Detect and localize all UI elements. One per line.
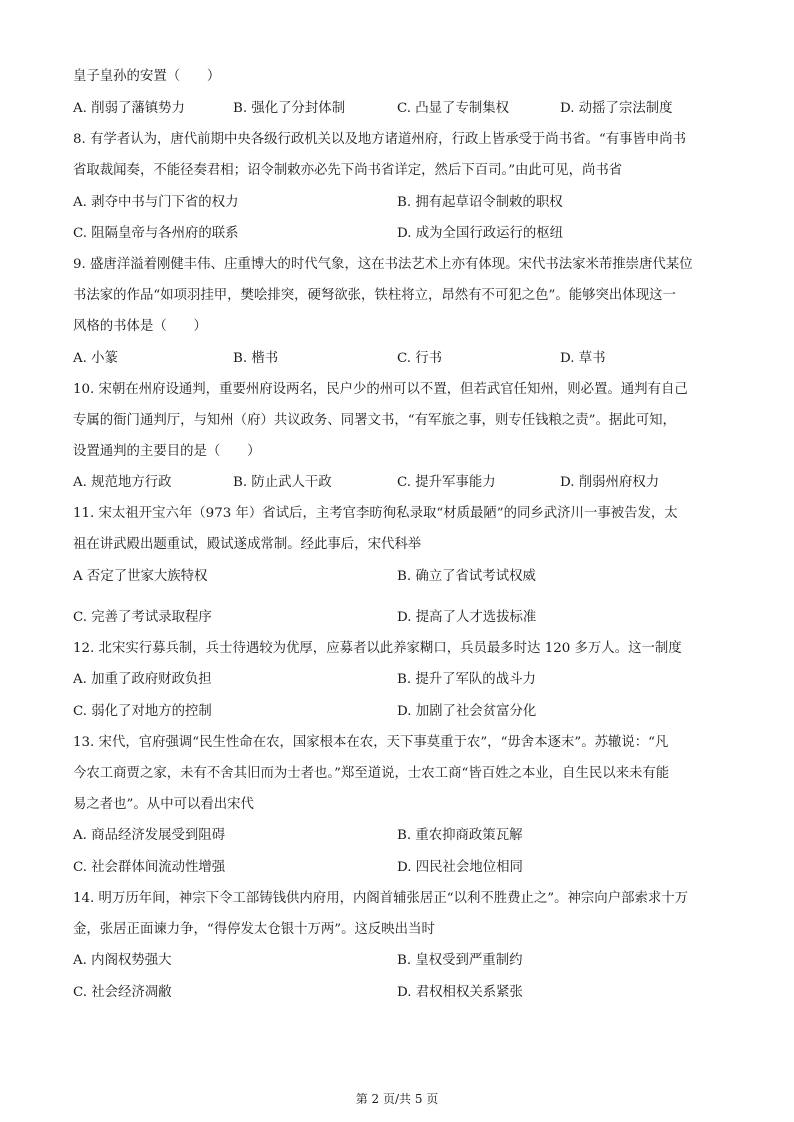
q9-stem-line-1: 9. 盛唐洋溢着刚健丰伟、庄重博大的时代气象，这在书法艺术上亦有体现。宋代书法家米芾推崇唐代某位 <box>73 257 693 272</box>
q12-option-a: A. 加重了政府财政负担 <box>73 672 212 687</box>
q12-stem-line-1: 12. 北宋实行募兵制，兵士待遇较为优厚，应募者以此养家糊口，兵员最多时达 120 多万人。这一制度 <box>73 641 682 656</box>
q8-option-a: A. 剥夺中书与门下省的权力 <box>73 195 239 210</box>
q13-stem-line-2: 今农工商贾之家，未有不舍其旧而为士者也。”郑至道说，士农工商“皆百姓之本业，自生民以来未有能 <box>73 766 670 781</box>
q13-option-a: A. 商品经济发展受到阻碍 <box>73 828 226 843</box>
q7-stem-tail: 皇子皇孙的安置（ ） <box>73 69 221 84</box>
q10-option-b: B. 防止武人干政 <box>233 475 332 490</box>
q7-option-d: D. 动摇了宗法制度 <box>560 101 673 116</box>
q11-stem-line-1: 11. 宋太祖开宝六年（973 年）省试后，主考官李昉徇私录取“材质最陋”的同乡武济川一事被告发，太 <box>73 506 678 521</box>
q8-option-b: B. 拥有起草诏令制敕的职权 <box>397 195 563 210</box>
q14-option-a: A. 内阁权势强大 <box>73 953 172 968</box>
q10-option-a: A. 规范地方行政 <box>73 475 172 490</box>
q11-option-b: B. 确立了省试考试权威 <box>397 569 536 584</box>
q14-stem-line-2: 金，张居正面谏力争，“得停发太仓银十万两”。这反映出当时 <box>73 922 435 937</box>
q9-option-b: B. 楷书 <box>233 351 279 366</box>
page-number-footer: 第 2 页/共 5 页 <box>355 1092 439 1106</box>
q11-option-c: C. 完善了考试录取程序 <box>73 610 212 625</box>
q7-option-b: B. 强化了分封体制 <box>233 101 346 116</box>
q14-option-d: D. 君权相权关系紧张 <box>397 985 523 1000</box>
q9-option-d: D. 草书 <box>560 351 606 366</box>
q11-option-a: A 否定了世家大族特权 <box>73 569 208 584</box>
q13-stem-line-1: 13. 宋代，官府强调“民生性命在农，国家根本在农，天下事莫重于农”，“毋舍本逐末”。苏辙说：“凡 <box>73 735 669 750</box>
q14-stem-line-1: 14. 明万历年间，神宗下令工部铸钱供内府用，内阁首辅张居正“以利不胜费止之”。神宗向户部索求十万 <box>73 891 689 906</box>
q10-option-d: D. 削弱州府权力 <box>560 475 660 490</box>
q9-option-c: C. 行书 <box>397 351 443 366</box>
q7-option-a: A. 削弱了藩镇势力 <box>73 101 185 116</box>
q8-stem-line-2: 省取裁闻奏，不能径奏君相；诏令制敕亦必先下尚书省详定，然后下百司。”由此可见，尚书省 <box>73 163 623 178</box>
q13-stem-line-3: 易之者也”。从中可以看出宋代 <box>73 797 254 812</box>
q8-option-d: D. 成为全国行政运行的枢纽 <box>397 226 564 241</box>
q10-stem-line-2: 专属的衙门通判厅，与知州（府）共议政务、同署文书，“有军旅之事，则专任钱粮之责”。据此可知， <box>73 413 676 428</box>
q13-option-d: D. 四民社会地位相同 <box>397 860 523 875</box>
q9-stem-line-2: 书法家的作品“如项羽挂甲，樊哙排突，硬弩欲张，铁柱将立，昂然有不可犯之色”。能够突出体现这一 <box>73 288 676 303</box>
q12-option-b: B. 提升了军队的战斗力 <box>397 672 536 687</box>
q13-option-c: C. 社会群体间流动性增强 <box>73 860 226 875</box>
q7-option-c: C. 凸显了专制集权 <box>397 101 510 116</box>
q12-option-d: D. 加剧了社会贫富分化 <box>397 704 537 719</box>
q12-option-c: C. 弱化了对地方的控制 <box>73 704 212 719</box>
q8-option-c: C. 阻隔皇帝与各州府的联系 <box>73 226 239 241</box>
q9-option-a: A. 小篆 <box>73 351 118 366</box>
q11-option-d: D. 提高了人才选拔标准 <box>397 610 537 625</box>
q8-stem-line-1: 8. 有学者认为，唐代前期中央各级行政机关以及地方诸道州府，行政上皆承受于尚书省。“有事皆申尚书 <box>73 132 687 147</box>
q10-stem-line-3: 设置通判的主要目的是（ ） <box>73 444 261 459</box>
q9-stem-line-3: 风格的书体是（ ） <box>73 319 207 334</box>
q10-stem-line-1: 10. 宋朝在州府设通判，重要州府设两名，民户少的州可以不置，但若武官任知州，则必置。通判有自己 <box>73 382 688 397</box>
q10-option-c: C. 提升军事能力 <box>397 475 496 490</box>
q13-option-b: B. 重农抑商政策瓦解 <box>397 828 523 843</box>
q14-option-c: C. 社会经济凋敝 <box>73 985 172 1000</box>
q14-option-b: B. 皇权受到严重制约 <box>397 953 523 968</box>
q11-stem-line-2: 祖在讲武殿出题重试，殿试遂成常制。经此事后，宋代科举 <box>73 537 422 552</box>
